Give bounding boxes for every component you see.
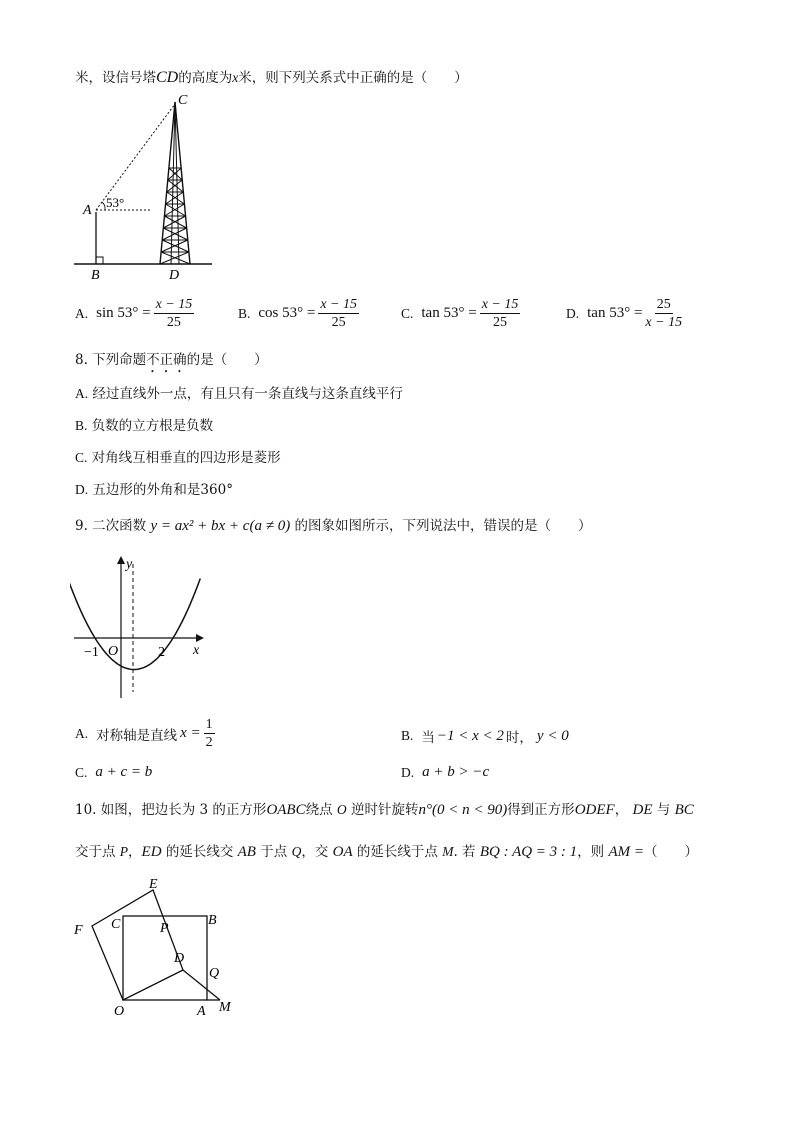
option-fraction: [204, 716, 215, 751]
q10-text: 得到正方形: [507, 802, 575, 818]
option-text: 负数的立方根是负数: [91, 418, 214, 434]
q7-stem-cd: CD: [156, 69, 179, 86]
right-angle-mark: [96, 257, 103, 264]
lattice-brace: [164, 216, 186, 228]
q10-text: 与: [656, 802, 671, 818]
option-expr: a + c = b: [95, 764, 153, 780]
label-d: D: [174, 951, 185, 966]
fraction-den: 2: [205, 735, 213, 750]
option-label: C.: [75, 450, 88, 465]
q10-ratio: BQ : AQ = 3 : 1: [479, 844, 578, 860]
option-fraction: [645, 296, 682, 331]
q9-stem: [75, 516, 591, 536]
lattice-brace: [166, 204, 186, 216]
fraction-num: 1: [205, 717, 213, 732]
q10-stem-line1: [75, 800, 694, 820]
q10-text: 的延长线交: [165, 844, 234, 860]
option-func: tan 53° =: [587, 305, 643, 321]
q10-ab: AB: [237, 844, 256, 860]
option-func: cos 53° =: [258, 305, 316, 321]
fraction-den: 25: [166, 315, 181, 330]
fraction-num: x − 15: [481, 297, 519, 312]
label-b: B: [208, 913, 217, 928]
lattice-brace: [167, 192, 185, 204]
label-two: 2: [158, 645, 165, 660]
fraction-den: x − 15: [645, 315, 683, 330]
q8-option-a[interactable]: [75, 384, 403, 404]
q9-option-d[interactable]: [401, 764, 489, 781]
q7-stem-post: 米，则下列关系式中正确的是（ ）: [238, 70, 468, 86]
option-expr: a + b > −c: [422, 764, 490, 780]
option-expr2: y < 0: [536, 727, 569, 744]
q10-m: M: [442, 844, 454, 859]
q7-stem: [75, 68, 468, 88]
q8-option-d[interactable]: [75, 480, 233, 500]
q8-option-c[interactable]: [75, 448, 281, 468]
q7-stem-x: x: [232, 70, 239, 85]
q7-tower-figure: [70, 88, 220, 280]
lattice-brace: [168, 168, 181, 180]
q10-text: . 若: [453, 844, 476, 860]
y-axis-arrow: [117, 556, 125, 564]
q10-square-figure: [70, 874, 240, 1020]
option-label: C.: [401, 305, 414, 321]
option-label: C.: [75, 764, 88, 780]
option-text: 对称轴是直线: [96, 727, 178, 744]
option-label: D.: [566, 305, 580, 321]
q8-stem-post: 的是（ ）: [186, 352, 268, 368]
q8-stem-pre: 8. 下列命题: [75, 352, 147, 368]
q9-option-b[interactable]: [401, 726, 569, 746]
q10-text: 10. 如图，把边长为 3 的正方形: [75, 802, 267, 818]
q9-option-a[interactable]: [75, 716, 215, 751]
fraction-num: 25: [656, 297, 671, 312]
option-label: A.: [75, 305, 89, 321]
option-text: 对角线互相垂直的四边形是菱形: [91, 450, 281, 466]
q7-stem-mid: 的高度为: [178, 70, 233, 86]
option-expr: −1 < x < 2: [436, 727, 504, 744]
angle-label: 53°: [106, 195, 125, 210]
label-q: Q: [209, 966, 220, 981]
q8-option-b[interactable]: [75, 416, 213, 436]
q9-parabola-figure: [70, 552, 210, 702]
q10-q: Q: [291, 844, 302, 859]
q7-option-c[interactable]: [401, 296, 520, 331]
q10-text: 交于点: [75, 844, 116, 860]
label-p: P: [160, 921, 169, 936]
q7-stem-pre: 米，设信号塔: [75, 70, 156, 86]
q10-text: 绕点: [305, 802, 333, 818]
x-axis-arrow: [196, 634, 204, 642]
q9-stem-expr: y = ax² + bx + c(a ≠ 0): [150, 518, 291, 534]
lattice-brace: [163, 216, 185, 228]
q7-option-a[interactable]: [75, 296, 194, 331]
q10-p: P: [119, 844, 129, 859]
option-label: B.: [75, 418, 88, 433]
option-func: sin 53° =: [96, 305, 151, 321]
option-label: D.: [401, 764, 415, 780]
q10-bc: BC: [674, 802, 694, 818]
q10-text: ，: [614, 802, 629, 818]
fraction-num: x − 15: [155, 297, 193, 312]
q10-text: 的延长线于点: [356, 844, 438, 860]
q10-n: n°(0 < n < 90): [418, 802, 508, 818]
option-text: 当: [421, 730, 435, 746]
label-c: C: [178, 93, 188, 108]
option-label: A.: [75, 725, 89, 741]
label-e: E: [149, 877, 158, 892]
label-m: M: [219, 1000, 231, 1015]
option-text2: 时，: [505, 730, 533, 746]
q10-o: O: [336, 802, 347, 817]
q10-text: （ ）: [644, 844, 699, 860]
option-func: tan 53° =: [421, 305, 477, 321]
option-text: 经过直线外一点，有且只有一条直线与这条直线平行: [92, 386, 403, 402]
q10-odef: ODEF: [574, 802, 615, 818]
q10-text: ，则: [577, 844, 605, 860]
label-d: D: [169, 268, 180, 280]
q10-stem-line2: [75, 842, 698, 862]
option-text: 五边形的外角和是360°: [92, 482, 233, 498]
label-y: y: [126, 557, 133, 572]
label-x: x: [193, 643, 200, 658]
q7-option-d[interactable]: [566, 296, 682, 331]
q9-stem-pre: 9. 二次函数: [75, 518, 147, 534]
lattice-brace: [168, 180, 184, 192]
fraction-den: 25: [493, 315, 508, 330]
angle-arc: [102, 202, 105, 210]
fraction-num: x − 15: [320, 297, 358, 312]
q10-am: AM =: [608, 844, 645, 860]
option-label: B.: [238, 305, 251, 321]
option-fraction: [480, 296, 521, 331]
label-f: F: [74, 923, 83, 938]
option-label: D.: [75, 482, 89, 497]
lattice-brace: [166, 192, 184, 204]
q9-option-c[interactable]: [75, 764, 152, 781]
q10-oa: OA: [332, 844, 353, 860]
q10-ed: ED: [141, 844, 162, 860]
option-label: B.: [401, 728, 414, 743]
label-neg1: −1: [84, 645, 99, 660]
label-a: A: [197, 1004, 206, 1019]
q10-oabc: OABC: [266, 802, 306, 818]
q8-stem-emphasis: 不正确: [146, 352, 187, 368]
lattice-brace: [167, 180, 183, 192]
lattice-brace: [164, 204, 184, 216]
label-a: A: [83, 203, 92, 218]
label-b: B: [91, 268, 100, 280]
option-fraction: [318, 296, 359, 331]
q8-stem: [75, 350, 268, 376]
option-fraction: [154, 296, 195, 331]
lattice-brace: [169, 168, 182, 180]
option-label: A.: [75, 386, 89, 401]
label-origin: O: [108, 644, 119, 659]
option-var: x =: [180, 725, 201, 741]
q10-text: 于点: [260, 844, 288, 860]
q9-stem-post: 的图象如图所示，下列说法中，错误的是（ ）: [294, 518, 592, 534]
label-c: C: [111, 917, 121, 932]
fraction-den: 25: [331, 315, 346, 330]
q7-option-b[interactable]: [238, 296, 359, 331]
q10-text: 逆时针旋转: [350, 802, 419, 818]
tower-lattice: [160, 168, 190, 264]
square-odef: [92, 890, 183, 1000]
q10-de: DE: [632, 802, 653, 818]
label-o: O: [114, 1004, 125, 1019]
q10-text: ，: [128, 844, 142, 860]
q10-text: ，交: [301, 844, 329, 860]
